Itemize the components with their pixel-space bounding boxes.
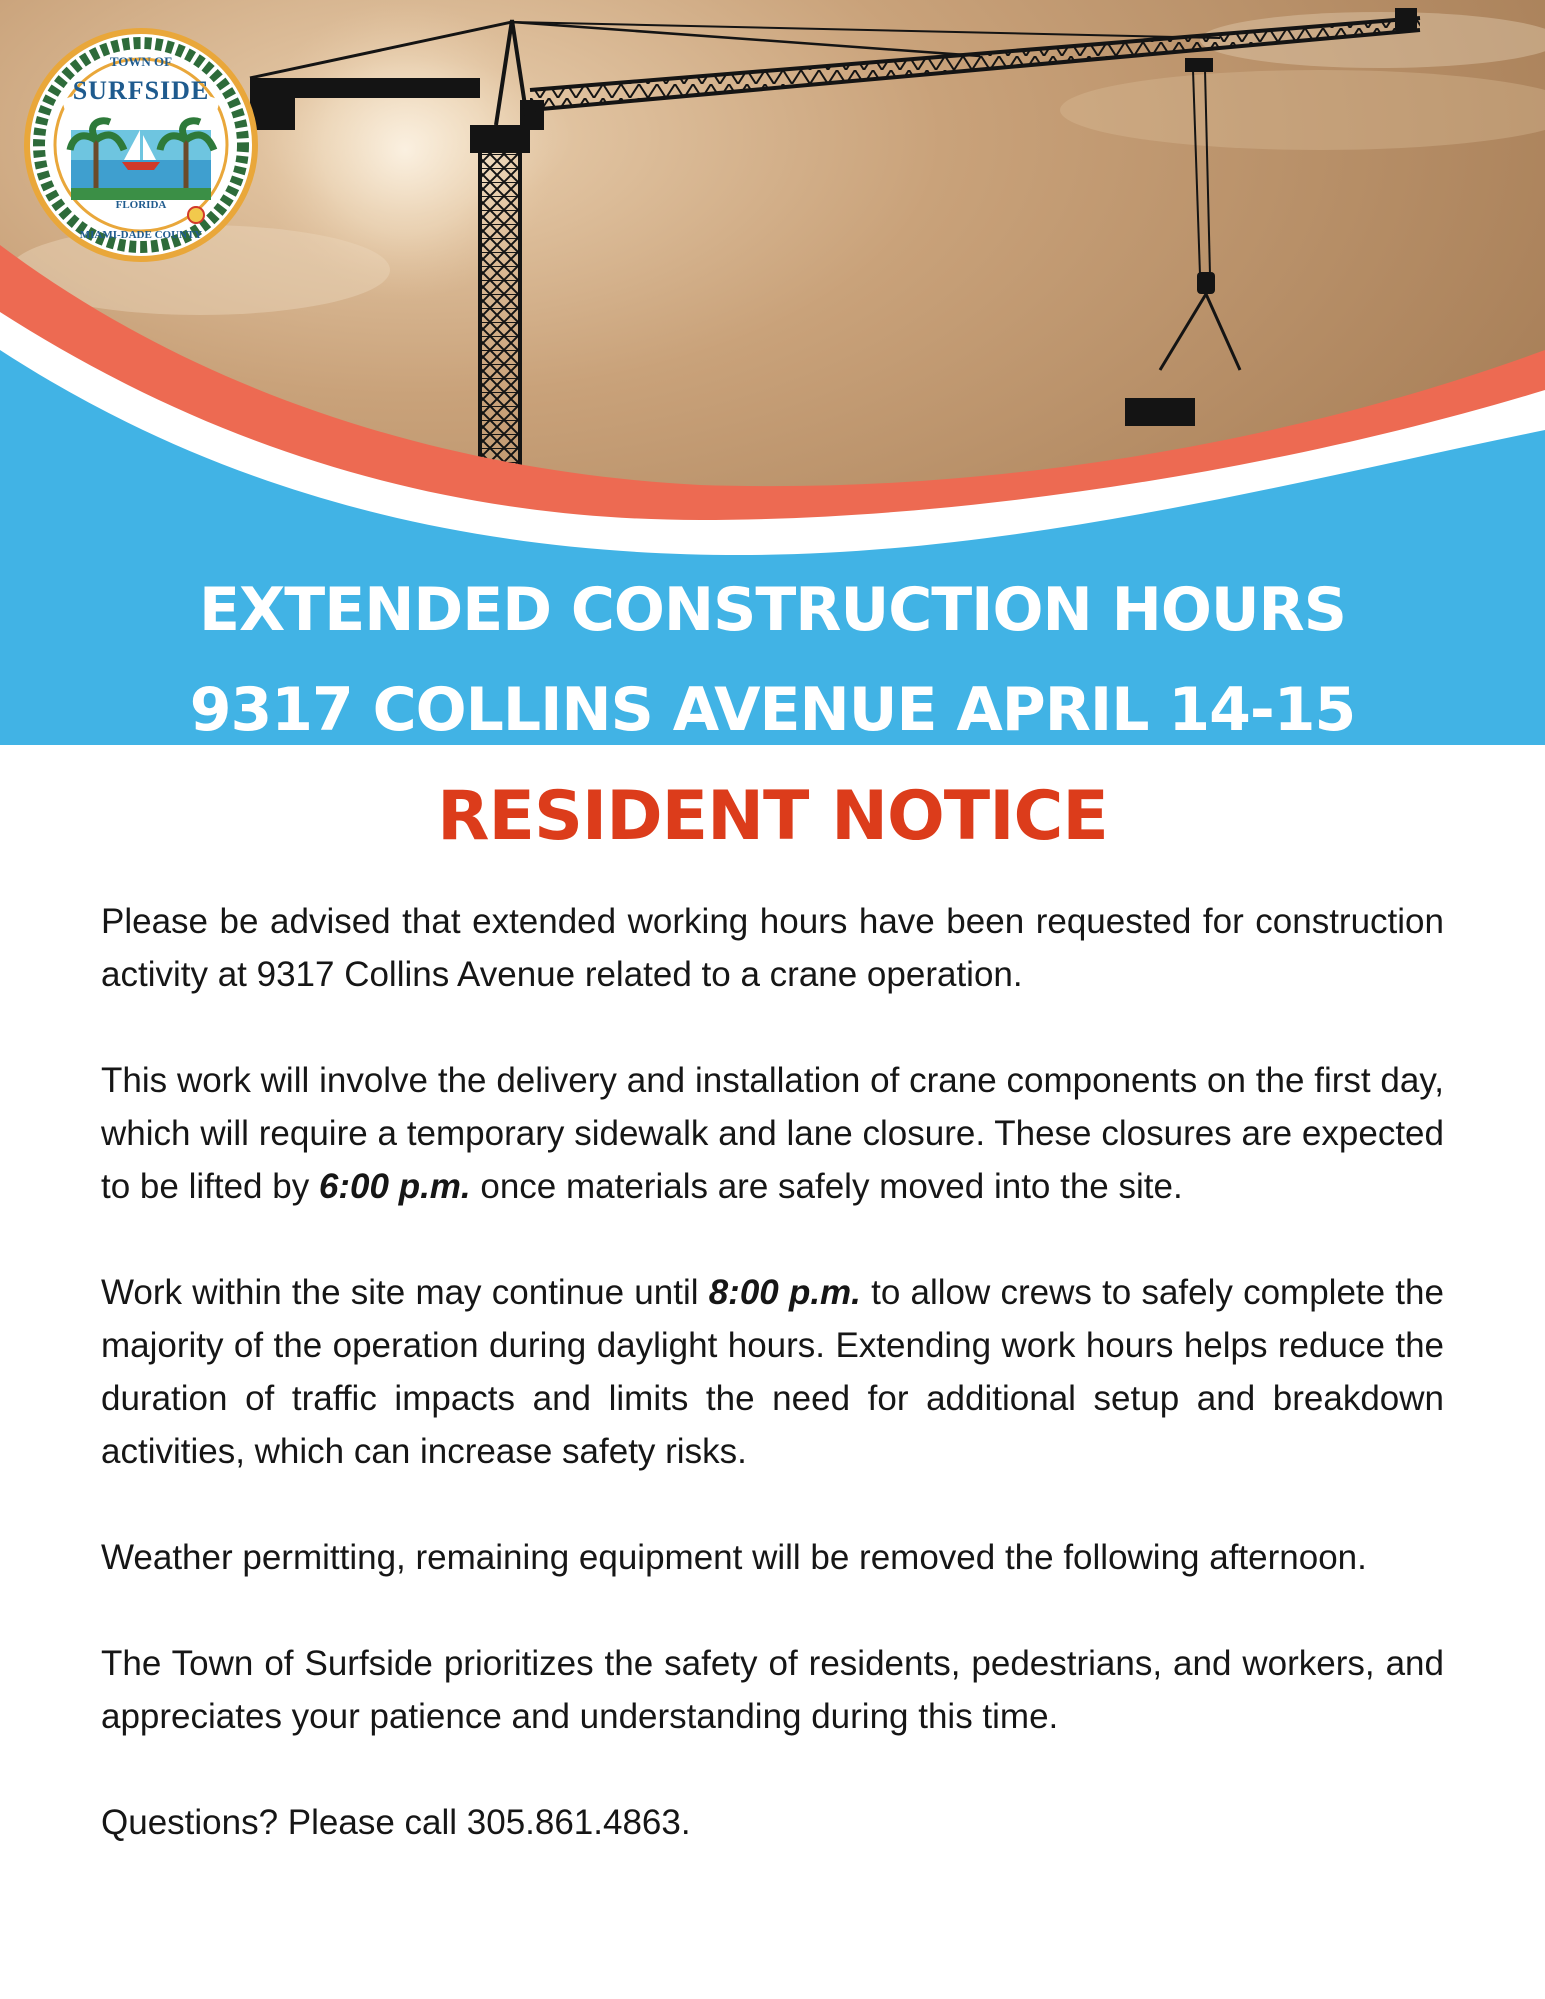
paragraph-contact: Questions? Please call 305.861.4863. bbox=[101, 1803, 691, 1842]
work-end-time: 8:00 p.m. bbox=[708, 1273, 861, 1312]
seal-name: SURFSIDE bbox=[72, 76, 210, 105]
banner-line-1: EXTENDED CONSTRUCTION HOURS bbox=[199, 575, 1346, 645]
paragraph-work-hours bbox=[101, 1266, 1444, 1478]
work-text-end: to allow crews to safely complete the majority of the operation during daylight hours. Extending work hours helps reduce the duration of traffic impacts and limits the need for additional setup and breakdown activities, which can increase safety risks. bbox=[101, 1273, 1444, 1471]
banner-line-2: 9317 COLLINS AVENUE APRIL 14-15 bbox=[189, 675, 1356, 745]
paragraph-weather: Weather permitting, remaining equipment will be removed the following afternoon. bbox=[101, 1538, 1367, 1577]
seal-top-text: TOWN OF bbox=[109, 54, 173, 69]
paragraph-advisory: Please be advised that extended working hours have been requested for construction activity at 9317 Collins Avenue related to a crane operation. bbox=[101, 902, 1444, 994]
work-text-start: Work within the site may continue until bbox=[101, 1273, 709, 1312]
paragraph-safety: The Town of Surfside prioritizes the safety of residents, pedestrians, and workers, and appreciates your patience and understanding during this time. bbox=[101, 1644, 1444, 1736]
seal-county: MIAMI-DADE COUNTY bbox=[79, 229, 203, 241]
closure-text-end: once materials are safely moved into the site. bbox=[470, 1167, 1183, 1206]
closure-end-time: 6:00 p.m. bbox=[318, 1167, 471, 1206]
notice-title: RESIDENT NOTICE bbox=[437, 777, 1108, 856]
notice-body bbox=[101, 895, 1444, 1849]
closure-text-start: This work will involve the delivery and installation of crane components on the first day, which will require a temporary sidewalk and lane closure. These closures are expected to be lifted by bbox=[101, 1061, 1444, 1206]
paragraph-closure bbox=[101, 1054, 1444, 1213]
banner-headline bbox=[0, 560, 1545, 760]
seal-state: FLORIDA bbox=[115, 199, 167, 211]
